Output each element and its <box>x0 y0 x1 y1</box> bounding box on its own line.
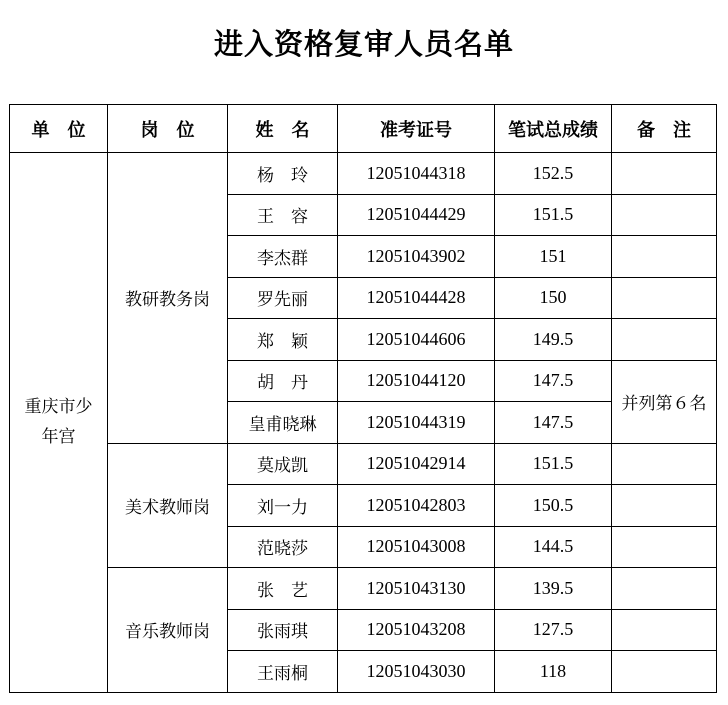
name-cell: 郑 颖 <box>228 319 338 361</box>
candidate-table <box>9 104 717 693</box>
remark-cell <box>612 609 717 651</box>
unit-line-1: 重庆市少 <box>24 397 93 418</box>
table-row <box>10 153 717 195</box>
remark-cell <box>612 568 717 610</box>
name-cell: 王 容 <box>228 194 338 236</box>
score-cell: 139.5 <box>495 568 612 610</box>
ticket-cell: 12051044429 <box>338 194 495 236</box>
remark-cell <box>612 526 717 568</box>
name-cell: 范晓莎 <box>228 526 338 568</box>
name-cell: 胡 丹 <box>228 360 338 402</box>
ticket-cell: 12051043008 <box>338 526 495 568</box>
score-cell: 144.5 <box>495 526 612 568</box>
score-cell: 150 <box>495 277 612 319</box>
score-cell: 152.5 <box>495 153 612 195</box>
table-row <box>10 568 717 610</box>
ticket-cell: 12051044120 <box>338 360 495 402</box>
name-cell: 张雨琪 <box>228 609 338 651</box>
ticket-cell: 12051043902 <box>338 236 495 278</box>
position-cell: 音乐教师岗 <box>108 568 228 693</box>
ticket-cell: 12051043208 <box>338 609 495 651</box>
name-cell: 李杰群 <box>228 236 338 278</box>
ticket-cell: 12051042803 <box>338 485 495 527</box>
ticket-cell: 12051044319 <box>338 402 495 444</box>
ticket-cell: 12051043130 <box>338 568 495 610</box>
name-cell: 张 艺 <box>228 568 338 610</box>
name-cell: 罗先丽 <box>228 277 338 319</box>
name-cell: 王雨桐 <box>228 651 338 693</box>
name-cell: 刘一力 <box>228 485 338 527</box>
score-cell: 147.5 <box>495 360 612 402</box>
score-cell: 118 <box>495 651 612 693</box>
score-cell: 151.5 <box>495 443 612 485</box>
header-score: 笔试总成绩 <box>495 105 612 153</box>
ticket-cell: 12051044428 <box>338 277 495 319</box>
unit-line-2: 年宫 <box>41 427 76 448</box>
score-cell: 150.5 <box>495 485 612 527</box>
table-header-row <box>10 105 717 153</box>
page-title: 进入资格复审人员名单 <box>213 27 514 61</box>
name-cell: 皇甫晓琳 <box>228 402 338 444</box>
remark-cell <box>612 651 717 693</box>
unit-cell <box>10 153 108 693</box>
remark-cell <box>612 485 717 527</box>
position-cell: 美术教师岗 <box>108 443 228 568</box>
header-unit: 单 位 <box>10 105 108 153</box>
header-remark: 备 注 <box>612 105 717 153</box>
score-cell: 151 <box>495 236 612 278</box>
remark-cell <box>612 319 717 361</box>
remark-cell <box>612 194 717 236</box>
score-cell: 147.5 <box>495 402 612 444</box>
score-cell: 127.5 <box>495 609 612 651</box>
name-cell: 莫成凯 <box>228 443 338 485</box>
score-cell: 149.5 <box>495 319 612 361</box>
tie-note-cell: 并列第６名 <box>612 360 717 443</box>
header-ticket: 准考证号 <box>338 105 495 153</box>
header-name: 姓 名 <box>228 105 338 153</box>
name-cell: 杨 玲 <box>228 153 338 195</box>
remark-cell <box>612 443 717 485</box>
remark-cell <box>612 153 717 195</box>
remark-cell <box>612 277 717 319</box>
ticket-cell: 12051042914 <box>338 443 495 485</box>
ticket-cell: 12051044318 <box>338 153 495 195</box>
table-row <box>10 443 717 485</box>
header-position: 岗 位 <box>108 105 228 153</box>
ticket-cell: 12051044606 <box>338 319 495 361</box>
ticket-cell: 12051043030 <box>338 651 495 693</box>
score-cell: 151.5 <box>495 194 612 236</box>
remark-cell <box>612 236 717 278</box>
position-cell: 教研教务岗 <box>108 153 228 444</box>
